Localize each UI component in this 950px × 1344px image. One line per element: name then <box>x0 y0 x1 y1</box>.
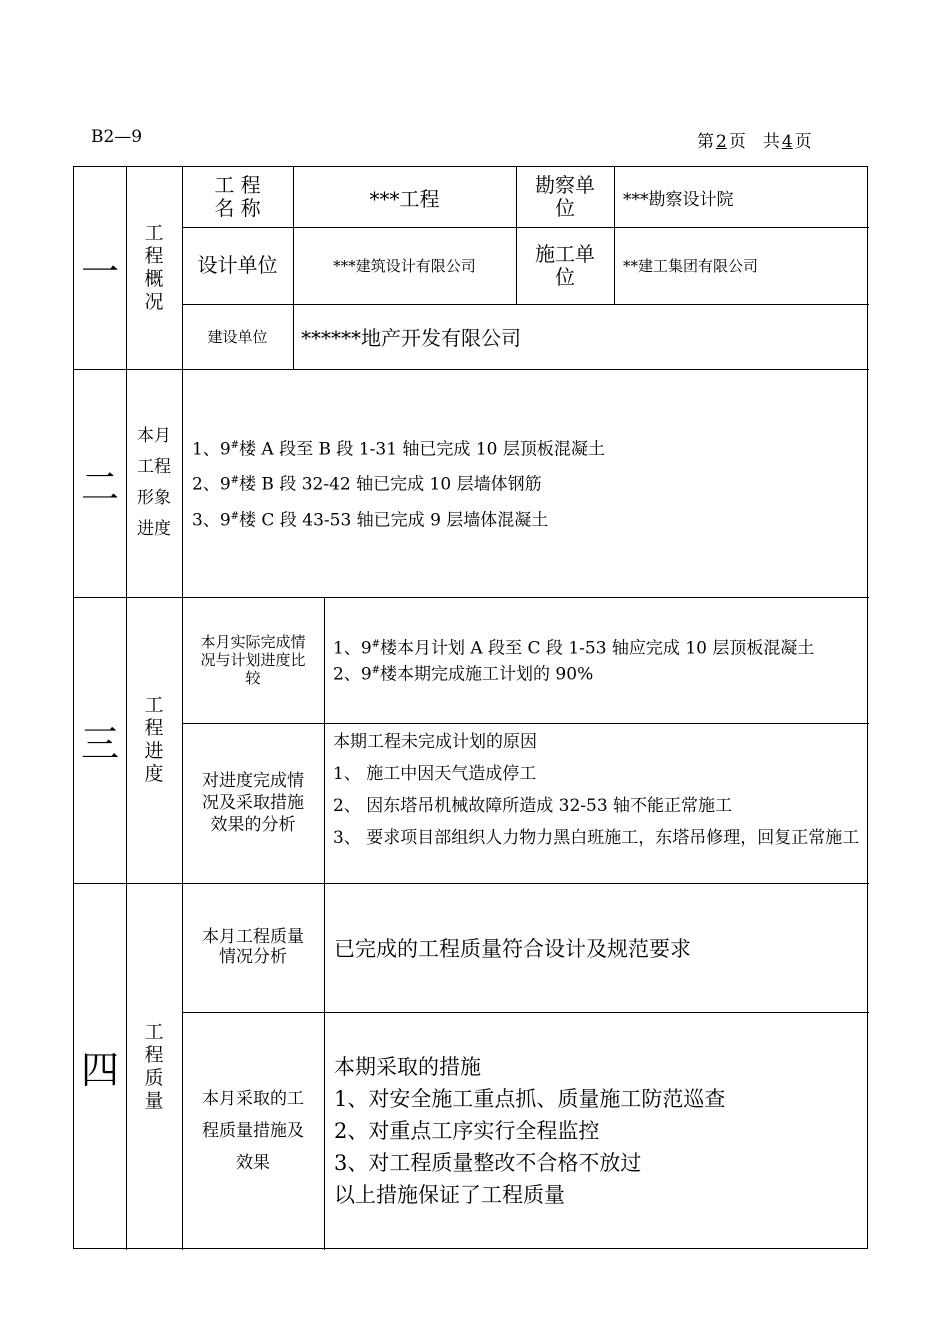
quality-analysis-value: 已完成的工程质量符合设计及规范要求 <box>334 937 691 961</box>
plan-compare-label: 本月实际完成情况与计划进度比较 <box>200 633 306 687</box>
section-3-title-cell <box>126 597 182 883</box>
section-3-title: 工程进度 <box>144 694 164 785</box>
measures-heading: 本期采取的措施 <box>334 1055 481 1079</box>
list-item: 3、9#楼 C 段 43-53 轴已完成 9 层墙体混凝土 <box>192 510 549 531</box>
project-name-value: ***工程 <box>369 186 440 211</box>
page-indicator <box>697 127 812 152</box>
list-item: 2、9#楼 B 段 32-42 轴已完成 10 层墙体钢筋 <box>192 474 542 495</box>
list-item: 1、对安全施工重点抓、质量施工防范巡查 <box>334 1087 726 1111</box>
analysis-heading: 本期工程未完成计划的原因 <box>333 732 537 752</box>
section-1-title-cell <box>126 167 182 369</box>
page-prefix: 第 <box>697 132 714 152</box>
document-code: B2—9 <box>91 127 143 147</box>
page-total: 4 <box>781 132 793 152</box>
list-item: 2、9#楼本期完成施工计划的 90% <box>333 664 594 685</box>
section-4-title-cell <box>126 883 182 1250</box>
quality-measures-content <box>324 1012 869 1250</box>
progress-analysis-label: 对进度完成情况及采取措施效果的分析 <box>202 771 304 835</box>
list-item: 2、 因东塔吊机械故障所造成 32-53 轴不能正常施工 <box>333 796 733 816</box>
page-mid: 页 共 <box>728 132 780 152</box>
progress-analysis-content <box>324 723 869 883</box>
design-unit-value: ***建筑设计有限公司 <box>333 257 476 275</box>
analysis-list <box>333 758 859 854</box>
design-unit-label: 设计单位 <box>197 253 278 277</box>
list-item: 3、对工程质量整改不合格不放过 <box>334 1151 642 1175</box>
list-item: 3、 要求项目部组织人力物力黑白班施工，东塔吊修理，回复正常施工 <box>333 828 860 848</box>
image-progress-list <box>192 430 605 537</box>
section-2-title: 本月工程形象进度 <box>136 426 171 539</box>
section-2-content <box>182 369 869 597</box>
section-1-number: 一 <box>80 249 119 294</box>
survey-unit-value: ***勘察设计院 <box>623 189 734 210</box>
project-name-label: 工 程 名 称 <box>214 173 261 220</box>
construction-unit-value: **建工集团有限公司 <box>623 257 759 275</box>
measures-footer: 以上措施保证了工程质量 <box>334 1183 565 1207</box>
list-item: 1、9#楼 A 段至 B 段 1-31 轴已完成 10 层顶板混凝土 <box>192 439 605 460</box>
list-item: 1、 施工中因天气造成停工 <box>333 764 537 784</box>
page-number: 2 <box>716 132 727 152</box>
construction-unit-label: 施工单位 <box>535 241 595 289</box>
quality-analysis-label: 本月工程质量情况分析 <box>202 927 304 967</box>
owner-unit-value: ******地产开发有限公司 <box>301 326 521 350</box>
section-4-number: 四 <box>80 1048 119 1092</box>
plan-compare-content <box>324 597 869 723</box>
progress-report-table <box>73 166 868 1249</box>
section-2-title-cell <box>126 369 182 597</box>
owner-unit-label: 建设单位 <box>207 327 268 346</box>
page-suffix: 页 <box>794 132 812 152</box>
quality-measures-label: 本月采取的工程质量措施及效果 <box>202 1089 304 1173</box>
survey-unit-label: 勘察单位 <box>535 173 595 220</box>
section-4-title: 工程质量 <box>144 1020 164 1112</box>
section-3-number: 三 <box>80 721 119 766</box>
section-2-number: 二 <box>80 464 119 509</box>
list-item: 2、对重点工序实行全程监控 <box>334 1119 600 1143</box>
plan-compare-list <box>333 634 814 685</box>
measures-list <box>334 1083 725 1179</box>
list-item: 1、9#楼本月计划 A 段至 C 段 1-53 轴应完成 10 层顶板混凝土 <box>333 639 815 659</box>
section-1-title: 工程概况 <box>144 222 164 313</box>
